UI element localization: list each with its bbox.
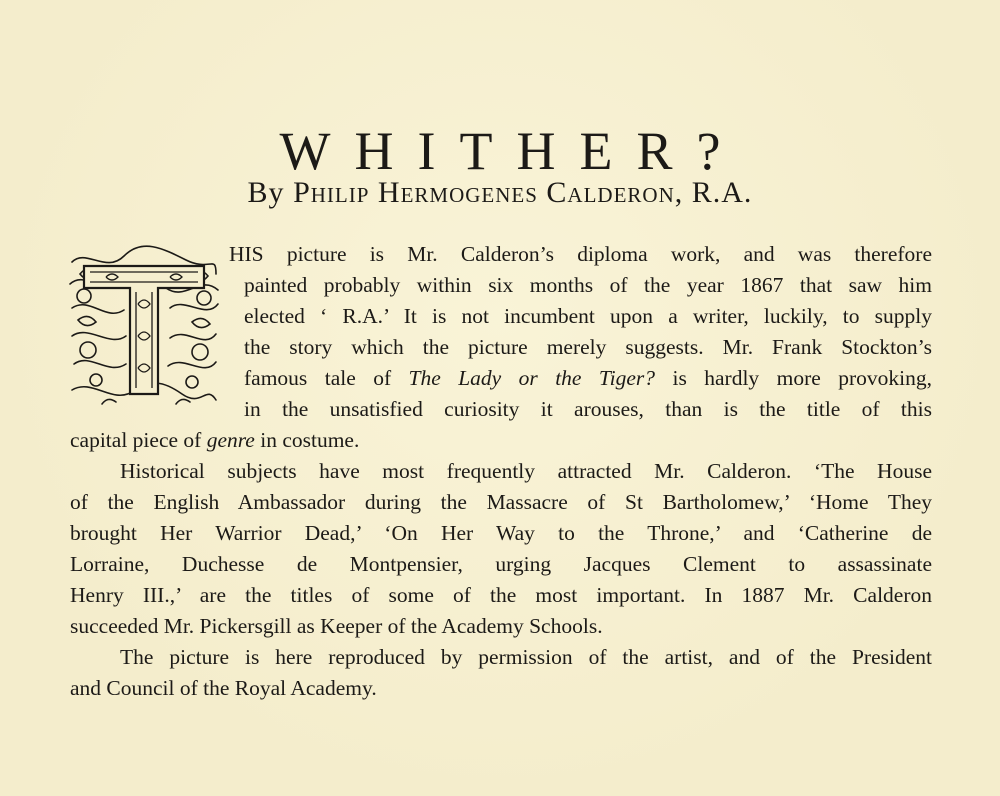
paragraph-2-line: Lorraine, Duchesse de Montpensier, urging Jacques Clement to assassinate xyxy=(70,552,932,576)
byline-suffix: , R.A. xyxy=(674,176,753,209)
paragraph-2-line: of the English Ambassador during the Massacre of St Bartholomew,’ ‘Home They xyxy=(70,490,932,514)
page-title: WHITHER? xyxy=(279,121,745,182)
paragraph-1-line xyxy=(244,366,932,391)
paragraph-1-line: the story which the picture merely suggests. Mr. Frank Stockton’s xyxy=(244,335,932,359)
paragraph-1-line: elected ‘ R.A.’ It is not incumbent upon a writer, luckily, to supply xyxy=(244,304,932,328)
paragraph-3-line: The picture is here reproduced by permission of the artist, and of the President xyxy=(120,645,932,669)
italic-title: The Lady or the Tiger? xyxy=(408,366,656,390)
text-run: famous tale of xyxy=(244,366,409,390)
paragraph-3-line: and Council of the Royal Academy. xyxy=(70,676,377,700)
byline-prefix: By xyxy=(247,176,294,209)
paragraph-2-line: Historical subjects have most frequently attracted Mr. Calderon. ‘The House xyxy=(120,459,932,483)
paragraph-1-line xyxy=(70,428,932,453)
text-run: is hardly more provoking, xyxy=(655,366,932,390)
ornamental-dropcap-t-icon xyxy=(66,244,222,412)
paragraph-2-line: Henry III.,’ are the titles of some of the most important. In 1887 Mr. Calderon xyxy=(70,583,932,607)
text-run: capital piece of xyxy=(70,428,207,452)
paragraph-1-line: painted probably within six months of the year 1867 that saw him xyxy=(244,273,932,297)
paragraph-1-line: HIS picture is Mr. Calderon’s diploma work, and was therefore xyxy=(229,242,932,266)
byline-author: Philip Hermogenes Calderon xyxy=(293,176,675,209)
paragraph-2-line: succeeded Mr. Pickersgill as Keeper of the Academy Schools. xyxy=(70,614,603,638)
text-run: in costume. xyxy=(254,428,360,452)
paragraph-1-line: in the unsatisfied curiosity it arouses, than is the title of this xyxy=(244,397,932,421)
italic-word: genre xyxy=(206,428,255,452)
paragraph-2-line: brought Her Warrior Dead,’ ‘On Her Way to the Throne,’ and ‘Catherine de xyxy=(70,521,932,545)
byline xyxy=(0,178,1000,208)
